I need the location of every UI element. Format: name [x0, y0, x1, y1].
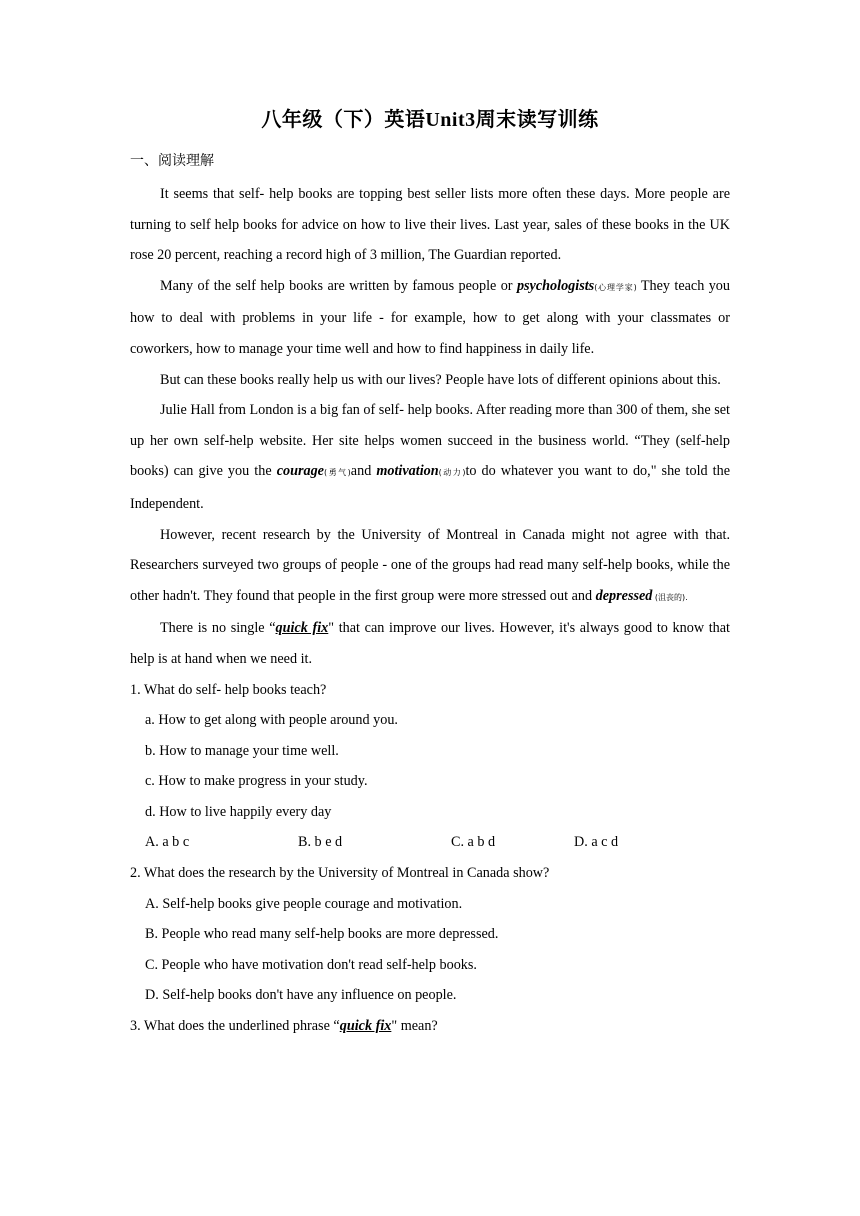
- passage-paragraph-3: But can these books really help us with our lives? People have lots of different opinions about this.: [160, 371, 721, 388]
- vocab-term-motivation: motivation: [376, 463, 439, 480]
- question-1-item-d: d. How to live happily every day: [145, 803, 332, 820]
- paragraph-text: to do whatever you want to do," she told the Independent.: [130, 463, 730, 512]
- question-1-item-b: b. How to manage your time well.: [145, 742, 339, 759]
- underlined-phrase: quick fix: [339, 1018, 392, 1035]
- vocab-term-depressed: depressed: [595, 587, 653, 604]
- vocab-note: (动力): [438, 468, 466, 478]
- section-heading: 一、阅读理解: [130, 153, 214, 169]
- vocab-term-courage: courage: [276, 463, 324, 480]
- vocab-note: (勇气): [323, 468, 351, 478]
- document-body: [130, 179, 730, 1042]
- vocab-term-psychologists: psychologists: [516, 277, 595, 294]
- passage-paragraph-1: It seems that self- help books are topping best seller lists more often these days. More people are turning to self help books for advice on how to live their lives. Last year, sales of these books in the UK rose 20 percent, reaching a record high of 3 million, The Guardian reported.: [130, 186, 730, 264]
- question-1-item-a: a. How to get along with people around you.: [145, 712, 398, 729]
- paragraph-text: Many of the self help books are written by famous people or: [160, 277, 517, 294]
- choice-b: B. b e d: [298, 834, 343, 851]
- underlined-phrase: quick fix: [275, 620, 329, 637]
- question-2-option-a: A. Self-help books give people courage and motivation.: [145, 895, 463, 912]
- paragraph-text: They teach you how to deal with problems in your life - for example, how to get along with your classmates or coworkers, how to manage your time well and how to find happiness in daily life.: [130, 277, 730, 357]
- question-text: 3. What does the underlined phrase “: [130, 1018, 340, 1035]
- paragraph-text: and: [350, 463, 377, 480]
- question-text: " mean?: [391, 1018, 438, 1035]
- passage-paragraph-5: [130, 520, 730, 614]
- question-1-item-c: c. How to make progress in your study.: [145, 773, 368, 790]
- passage-paragraph-6: [130, 613, 730, 674]
- question-3-stem: [130, 1011, 730, 1042]
- vocab-note: (心理学家): [594, 282, 637, 292]
- question-1-stem: 1. What do self- help books teach?: [130, 681, 327, 698]
- document-title: 八年级（下）英语Unit3周末读写训练: [261, 109, 599, 131]
- paragraph-text: Julie Hall from London is a big fan of self- help books. After reading more than 300 of them, she set up her own self-help website. Her site helps women succeed in the business world. “They (self-help books) can give you the: [130, 402, 730, 480]
- paragraph-text: However, recent research by the University of Montreal in Canada might not agree with that. Researchers surveyed two groups of people - one of the groups had read many self-help books, while the other hadn't. They found that people in the first group were more stressed out and: [130, 526, 730, 604]
- passage-paragraph-2: [130, 271, 730, 365]
- question-2-option-b: B. People who read many self-help books are more depressed.: [145, 926, 499, 943]
- passage-paragraph-4: [130, 395, 730, 519]
- vocab-note: (沮丧的).: [652, 592, 688, 602]
- choice-c: C. a b d: [451, 834, 496, 851]
- paragraph-text: There is no single “: [160, 620, 276, 637]
- question-2-option-c: C. People who have motivation don't read self-help books.: [145, 956, 477, 973]
- question-1-choices: [130, 827, 730, 858]
- question-2-stem: 2. What does the research by the University of Montreal in Canada show?: [130, 865, 550, 882]
- choice-a: A. a b c: [145, 834, 190, 851]
- paragraph-text: " that can improve our lives. However, it's always good to know that help is at hand when we need it.: [130, 620, 730, 667]
- question-2-option-d: D. Self-help books don't have any influence on people.: [145, 987, 457, 1004]
- choice-d: D. a c d: [574, 834, 619, 851]
